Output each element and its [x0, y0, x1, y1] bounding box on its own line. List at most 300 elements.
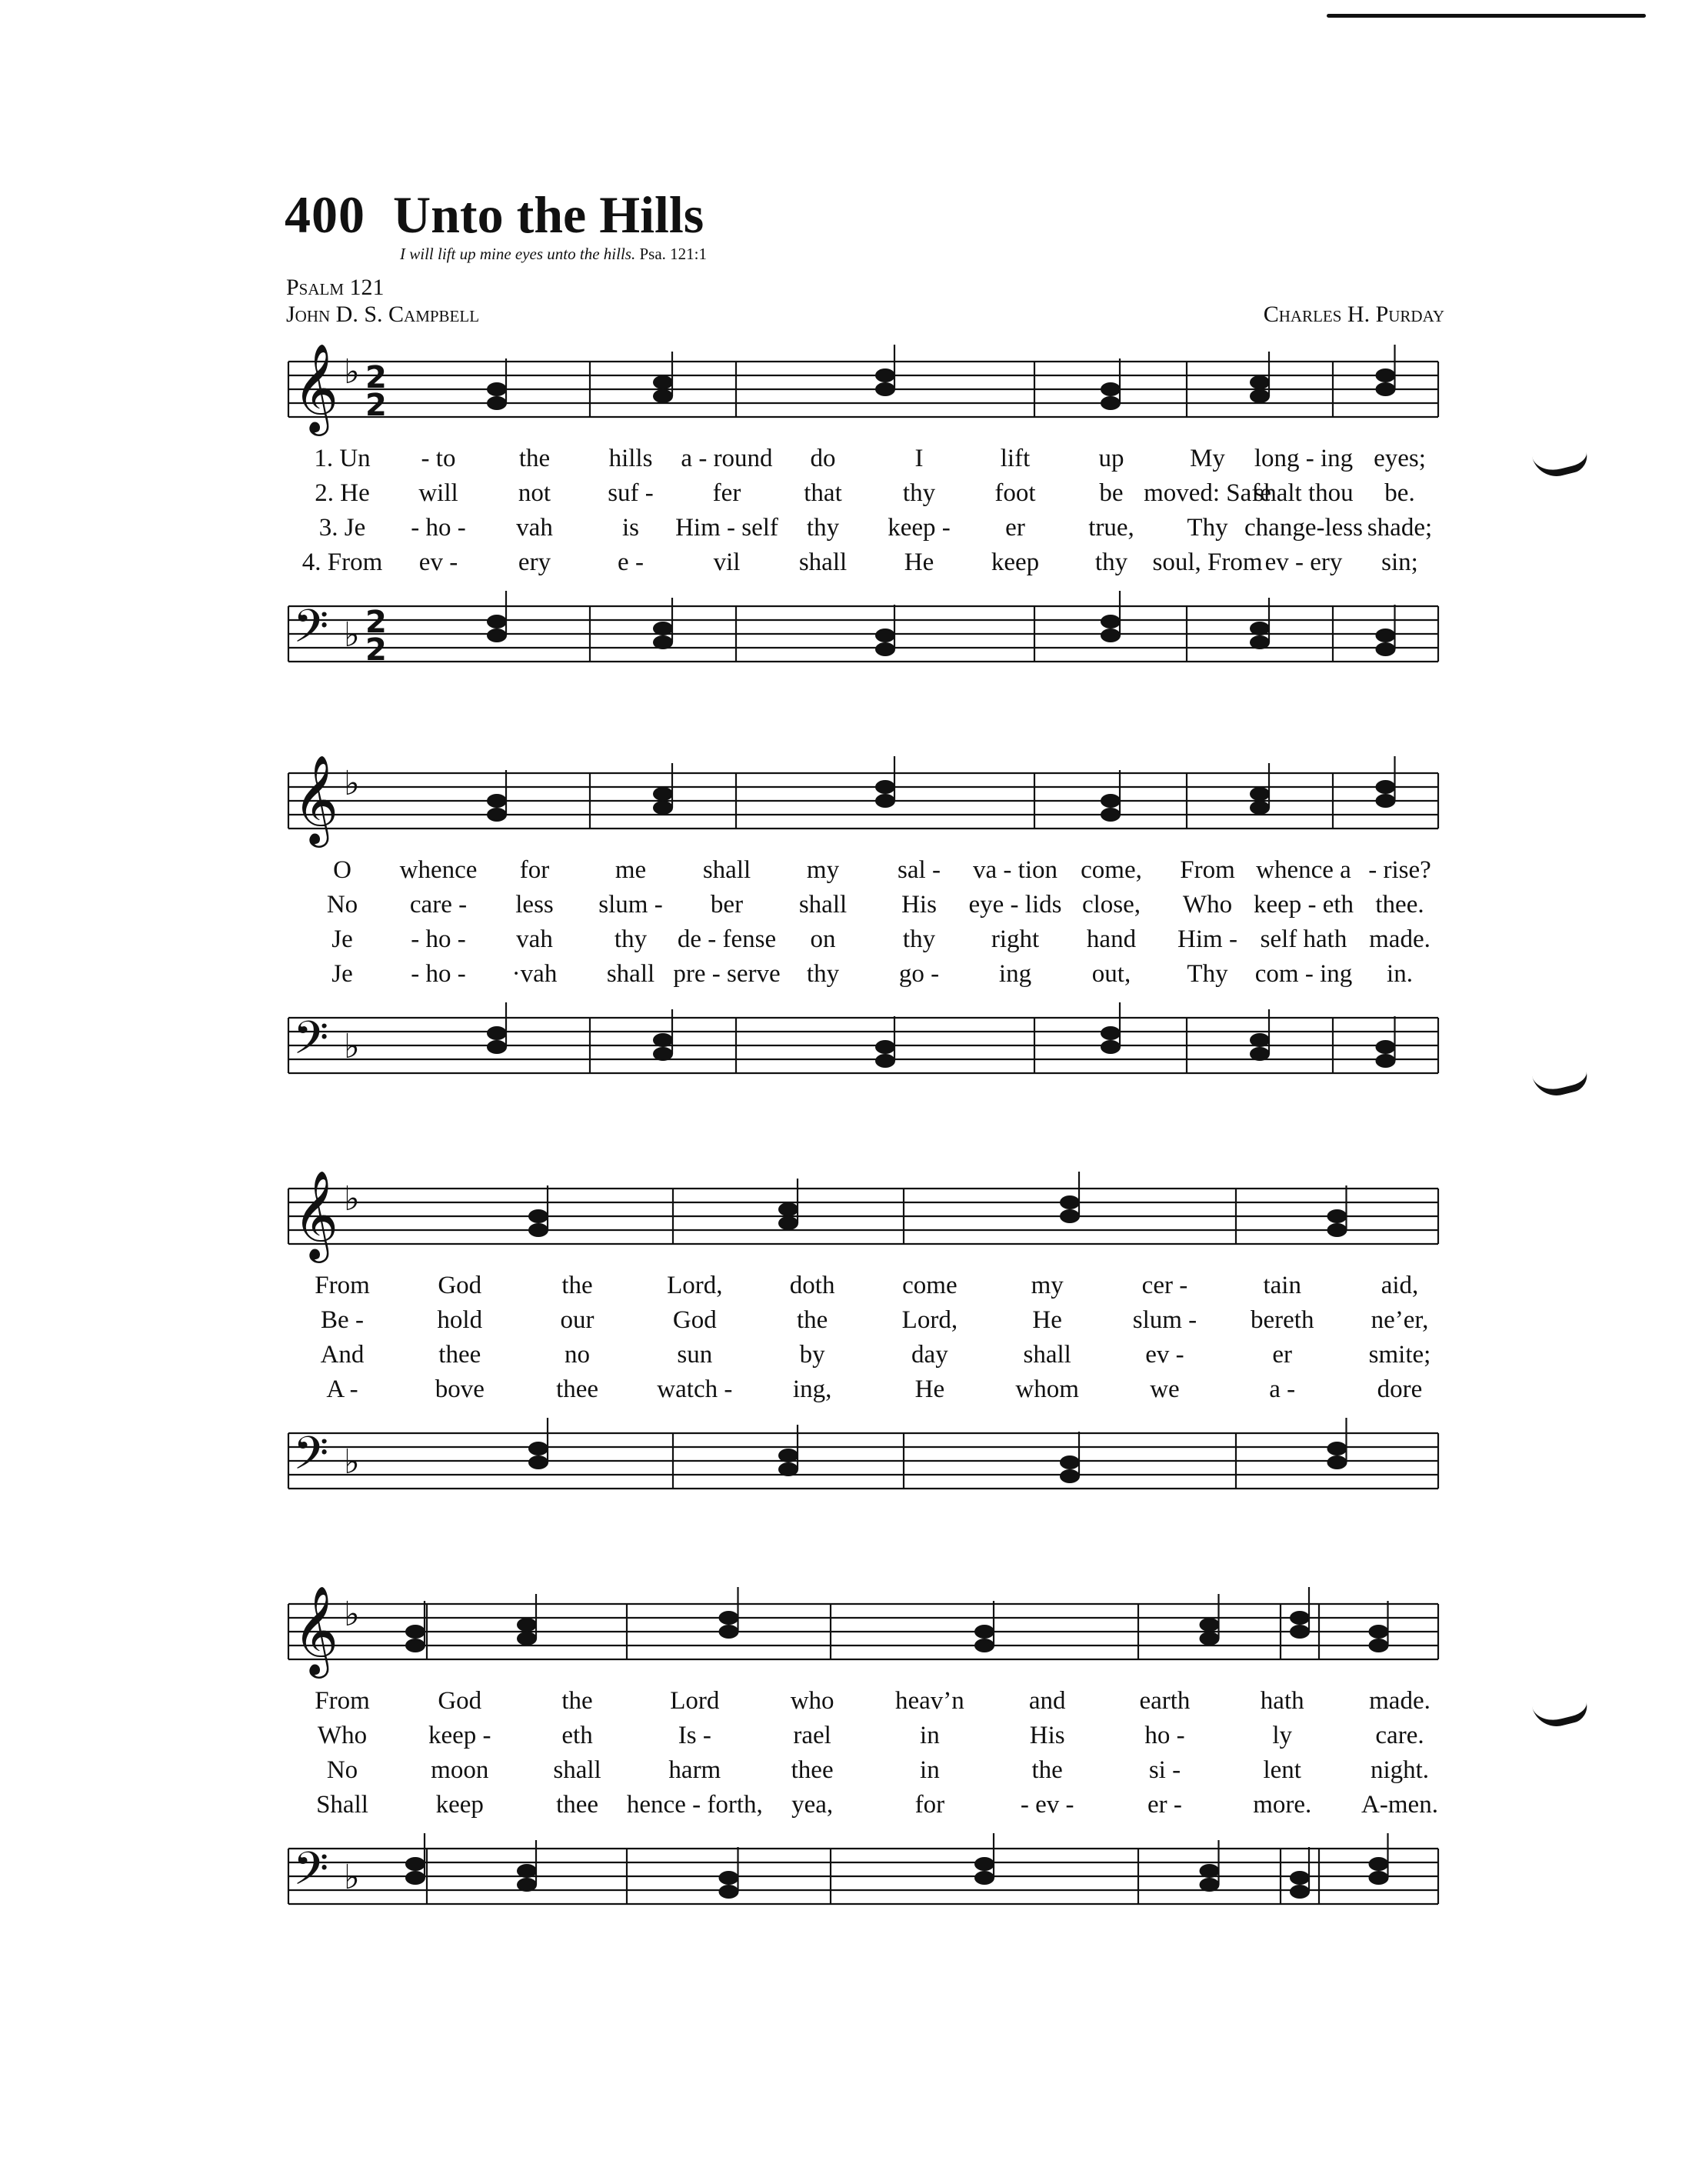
lyric-syllable: shade;	[1367, 514, 1433, 542]
bass-clef-icon: 𝄢	[293, 599, 329, 664]
note-head	[487, 382, 507, 396]
note-head	[1101, 396, 1121, 410]
lyric-syllable: thy	[902, 925, 936, 953]
note-head	[1200, 1618, 1220, 1632]
treble-clef-icon: 𝄞	[293, 754, 339, 844]
note-head	[1369, 1625, 1389, 1639]
psalm-label: Psalm 121	[286, 275, 385, 300]
note-head	[1290, 1871, 1310, 1885]
lyric-syllable: er	[1005, 514, 1025, 542]
lyric-syllable: in.	[1387, 960, 1413, 988]
lyric-syllable: whom	[1015, 1375, 1079, 1403]
lyric-syllable: - ev -	[1020, 1791, 1074, 1819]
note-head	[1101, 382, 1121, 396]
lyric-syllable: ber	[710, 891, 744, 919]
lyric-syllable: No	[326, 1756, 358, 1784]
treble-clef-icon: 𝄞	[293, 1169, 339, 1259]
lyric-syllable: the	[561, 1687, 593, 1715]
bass-staff	[288, 591, 1438, 683]
lyric-syllable: me	[615, 856, 647, 884]
lyric-syllable: shall	[553, 1756, 601, 1784]
lyric-line-verse-3	[288, 1756, 1438, 1790]
lyric-syllable: right	[991, 925, 1040, 953]
note-head	[875, 1040, 895, 1054]
note-head	[653, 635, 673, 649]
lyric-syllable: de - fense	[677, 925, 777, 953]
lyric-syllable: do	[810, 445, 836, 472]
lyric-syllable: hath	[1260, 1687, 1304, 1715]
flat-key-signature-icon: ♭	[344, 615, 360, 655]
lyric-syllable: shall	[798, 549, 848, 576]
note-head	[1376, 1040, 1396, 1054]
lyric-syllable: is	[621, 514, 640, 542]
note-head	[653, 389, 673, 403]
lyric-syllable: moved: Safe	[1144, 479, 1271, 507]
lyric-syllable: for	[519, 856, 550, 884]
lyric-syllable: hills	[608, 445, 653, 472]
lyric-syllable: ev -	[1145, 1341, 1184, 1369]
lyric-syllable: He	[1032, 1306, 1062, 1334]
bass-staff	[288, 1002, 1438, 1095]
hymn-title: Unto the Hills	[393, 185, 704, 244]
lyric-syllable: His	[1029, 1722, 1065, 1749]
lyric-line-verse-2	[288, 479, 1438, 513]
lyric-syllable: lift	[1000, 445, 1031, 472]
note-head	[1376, 794, 1396, 808]
lyric-syllable: thee	[556, 1791, 599, 1819]
note-head	[487, 794, 507, 808]
lyric-syllable: 1. Un	[314, 445, 371, 472]
lyric-syllable: sal -	[898, 856, 941, 884]
lyric-syllable: From	[1180, 856, 1235, 884]
flat-key-signature-icon: ♭	[344, 1858, 360, 1897]
lyric-syllable: pre - serve	[673, 960, 781, 988]
note-head	[1101, 794, 1121, 808]
lyric-syllable: and	[1028, 1687, 1066, 1715]
lyric-syllable: thy	[1094, 549, 1128, 576]
lyric-syllable: our	[560, 1306, 595, 1334]
note-head	[1101, 808, 1121, 822]
note-head	[1290, 1611, 1310, 1625]
note-head	[528, 1455, 548, 1469]
lyric-syllable: shall	[798, 891, 848, 919]
flat-key-signature-icon: ♭	[344, 352, 360, 392]
lyric-syllable: - to	[421, 445, 456, 472]
flat-key-signature-icon: ♭	[344, 1442, 360, 1482]
bass-clef-icon: 𝄢	[293, 1011, 329, 1075]
note-head	[653, 801, 673, 815]
note-head	[1101, 1026, 1121, 1040]
lyric-syllable: - rise?	[1368, 856, 1431, 884]
lyric-syllable: in	[920, 1756, 940, 1784]
lyric-syllable: shalt thou	[1254, 479, 1354, 507]
lyric-syllable: come	[902, 1272, 958, 1299]
note-head	[1376, 780, 1396, 794]
note-head	[719, 1625, 739, 1639]
lyric-syllable: keep -	[428, 1722, 491, 1749]
note-head	[875, 1054, 895, 1068]
lyric-syllable: va - tion	[973, 856, 1058, 884]
lyric-line-verse-1	[288, 856, 1438, 890]
note-head	[517, 1878, 537, 1892]
lyric-syllable: care -	[409, 891, 468, 919]
time-signature-bottom: 2	[365, 632, 387, 668]
lyric-syllable: ·vah	[511, 960, 558, 988]
lyric-syllable: slum -	[1132, 1306, 1197, 1334]
lyric-syllable: And	[320, 1341, 365, 1369]
lyric-syllable: hold	[437, 1306, 483, 1334]
lyric-syllable: ing	[998, 960, 1032, 988]
lyric-syllable: be	[1099, 479, 1124, 507]
treble-staff	[288, 754, 1438, 850]
lyric-syllable: No	[326, 891, 358, 919]
treble-staff	[288, 1585, 1438, 1681]
lyric-syllable: ly	[1272, 1722, 1293, 1749]
flat-key-signature-icon: ♭	[344, 764, 360, 803]
lyric-syllable: whence a	[1256, 856, 1351, 884]
lyric-syllable: lent	[1263, 1756, 1301, 1784]
lyric-syllable: thy	[806, 514, 840, 542]
note-head	[1250, 1033, 1270, 1047]
lyric-syllable: ev -	[418, 549, 458, 576]
lyric-syllable: hence - forth,	[626, 1791, 763, 1819]
bass-clef-icon: 𝄢	[293, 1842, 329, 1906]
lyric-syllable: on	[810, 925, 836, 953]
lyric-syllable: for	[914, 1791, 945, 1819]
note-head	[1376, 382, 1396, 396]
note-head	[719, 1871, 739, 1885]
note-head	[1060, 1209, 1080, 1223]
lyric-line-verse-1	[288, 445, 1438, 478]
lyric-syllable: keep	[435, 1791, 484, 1819]
lyric-syllable: more.	[1253, 1791, 1312, 1819]
lyric-syllable: God	[438, 1687, 482, 1715]
note-head	[1101, 1040, 1121, 1054]
lyric-syllable: - ho -	[411, 514, 466, 542]
treble-clef-icon: 𝄞	[293, 1585, 339, 1675]
lyric-syllable: who	[790, 1687, 834, 1715]
lyric-syllable: Thy	[1187, 514, 1228, 542]
lyric-syllable: Is -	[678, 1722, 711, 1749]
lyric-syllable: shall	[606, 960, 655, 988]
note-head	[778, 1202, 798, 1216]
note-head	[778, 1462, 798, 1476]
lyric-syllable: day	[911, 1341, 948, 1369]
lyric-syllable: Je	[331, 960, 353, 988]
lyric-syllable: my	[806, 856, 840, 884]
lyric-syllable: doth	[789, 1272, 835, 1299]
lyric-line-verse-2	[288, 1306, 1438, 1340]
note-head	[875, 780, 895, 794]
lyric-syllable: cer -	[1141, 1272, 1188, 1299]
lyric-syllable: rael	[793, 1722, 831, 1749]
lyric-syllable: long - ing	[1254, 445, 1354, 472]
lyric-syllable: keep	[991, 549, 1040, 576]
lyric-syllable: heav’n	[894, 1687, 964, 1715]
lyric-syllable: the	[518, 445, 551, 472]
note-head	[1327, 1209, 1347, 1223]
note-head	[1376, 642, 1396, 656]
lyric-syllable: come,	[1081, 856, 1142, 884]
note-head	[1327, 1223, 1347, 1237]
lyric-syllable: A-men.	[1361, 1791, 1438, 1819]
lyric-syllable: sun	[677, 1341, 713, 1369]
note-head	[875, 368, 895, 382]
lyric-syllable: bove	[435, 1375, 485, 1403]
lyric-syllable: a - round	[681, 445, 773, 472]
lyric-syllable: 2. He	[315, 479, 370, 507]
note-head	[528, 1223, 548, 1237]
lyric-syllable: shall	[702, 856, 751, 884]
lyric-syllable: Be -	[321, 1306, 364, 1334]
lyric-syllable: Thy	[1187, 960, 1228, 988]
lyric-syllable: Lord	[670, 1687, 720, 1715]
lyric-syllable: that	[804, 479, 842, 507]
note-head	[1250, 375, 1270, 389]
lyric-line-verse-4	[288, 1791, 1438, 1825]
note-head	[1250, 801, 1270, 815]
lyric-line-verse-4	[288, 1375, 1438, 1409]
note-head	[974, 1625, 994, 1639]
lyric-line-verse-2	[288, 891, 1438, 925]
lyric-syllable: Shall	[316, 1791, 368, 1819]
music-system-1	[288, 342, 1438, 700]
note-head	[1250, 787, 1270, 801]
lyric-syllable: the	[1031, 1756, 1063, 1784]
note-head	[653, 1033, 673, 1047]
lyric-syllable: com - ing	[1254, 960, 1353, 988]
lyric-syllable: care.	[1375, 1722, 1424, 1749]
lyric-syllable: vah	[516, 514, 553, 542]
lyric-syllable: slum -	[598, 891, 663, 919]
note-head	[875, 642, 895, 656]
note-head	[487, 1040, 507, 1054]
lyric-syllable: Lord,	[901, 1306, 958, 1334]
text-author: John D. S. Campbell	[286, 302, 480, 327]
note-head	[1376, 629, 1396, 642]
lyric-syllable: aid,	[1381, 1272, 1419, 1299]
lyric-syllable: thee	[438, 1341, 481, 1369]
lyric-syllable: Who	[1182, 891, 1233, 919]
lyric-syllable: ery	[518, 549, 551, 576]
note-head	[778, 1449, 798, 1462]
lyric-syllable: thy	[614, 925, 648, 953]
margin-tick-mark	[1532, 1063, 1590, 1101]
lyric-line-verse-1	[288, 1687, 1438, 1721]
lyric-syllable: yea,	[791, 1791, 834, 1819]
lyric-syllable: be.	[1384, 479, 1415, 507]
lyric-syllable: the	[561, 1272, 593, 1299]
treble-staff	[288, 1169, 1438, 1265]
lyric-syllable: tain	[1263, 1272, 1301, 1299]
lyric-syllable: thy	[902, 479, 936, 507]
time-signature-top: 2	[365, 360, 387, 395]
note-head	[653, 1047, 673, 1061]
note-head	[1101, 615, 1121, 629]
lyric-syllable: keep -	[888, 514, 951, 542]
lyric-syllable: eth	[561, 1722, 593, 1749]
lyric-syllable: night.	[1370, 1756, 1430, 1784]
note-head	[1200, 1864, 1220, 1878]
lyric-syllable: e -	[618, 549, 644, 576]
note-head	[719, 1611, 739, 1625]
lyric-syllable: ev - ery	[1264, 549, 1343, 576]
music-system-3	[288, 1169, 1438, 1527]
note-head	[1060, 1469, 1080, 1483]
lyric-syllable: harm	[668, 1756, 721, 1784]
note-head	[1290, 1625, 1310, 1639]
lyric-syllable: sin;	[1381, 549, 1418, 576]
music-system-4	[288, 1585, 1438, 1942]
lyric-line-verse-3	[288, 1341, 1438, 1375]
lyric-syllable: Who	[317, 1722, 368, 1749]
lyric-syllable: O	[333, 856, 351, 884]
lyric-syllable: shall	[1023, 1341, 1071, 1369]
note-head	[1250, 1047, 1270, 1061]
lyric-syllable: - ho -	[411, 925, 466, 953]
lyric-syllable: made.	[1369, 1687, 1431, 1715]
epigraph-reference: Psa. 121:1	[639, 245, 707, 263]
lyric-syllable: Him -	[1177, 925, 1237, 953]
lyric-syllable: bereth	[1250, 1306, 1314, 1334]
treble-staff	[288, 342, 1438, 438]
note-head	[405, 1639, 425, 1652]
lyric-syllable: eye - lids	[968, 891, 1062, 919]
margin-tick-mark	[1532, 1694, 1590, 1732]
hymn-header	[285, 185, 704, 245]
note-head	[875, 629, 895, 642]
lyric-syllable: up	[1098, 445, 1124, 472]
note-head	[1327, 1455, 1347, 1469]
lyric-syllable: self hath	[1260, 925, 1347, 953]
epigraph-text: I will lift up mine eyes unto the hills.	[400, 245, 636, 263]
lyric-syllable: He	[914, 1375, 945, 1403]
lyric-syllable: go -	[898, 960, 940, 988]
note-head	[1060, 1195, 1080, 1209]
lyric-syllable: soul, From	[1152, 549, 1263, 576]
note-head	[974, 1857, 994, 1871]
lyric-line-verse-2	[288, 1722, 1438, 1756]
lyric-syllable: 4. From	[301, 549, 383, 576]
note-head	[1369, 1857, 1389, 1871]
lyric-line-verse-4	[288, 549, 1438, 582]
lyric-syllable: ing,	[792, 1375, 832, 1403]
note-head	[974, 1871, 994, 1885]
lyric-syllable: God	[438, 1272, 482, 1299]
lyric-syllable: thy	[806, 960, 840, 988]
lyric-syllable: From	[315, 1272, 370, 1299]
treble-clef-icon: 𝄞	[293, 342, 339, 432]
lyric-syllable: smite;	[1368, 1341, 1431, 1369]
lyric-syllable: the	[796, 1306, 828, 1334]
lyric-syllable: fer	[712, 479, 741, 507]
lyric-syllable: er	[1272, 1341, 1293, 1369]
lyric-line-verse-3	[288, 925, 1438, 959]
music-system-2	[288, 754, 1438, 1112]
lyric-syllable: ho -	[1144, 1722, 1185, 1749]
lyric-syllable: dore	[1377, 1375, 1423, 1403]
note-head	[487, 808, 507, 822]
lyric-syllable: change-less	[1244, 514, 1363, 542]
bass-staff	[288, 1833, 1438, 1926]
note-head	[875, 794, 895, 808]
note-head	[1376, 368, 1396, 382]
flat-key-signature-icon: ♭	[344, 1179, 360, 1219]
lyric-line-verse-4	[288, 960, 1438, 994]
lyric-syllable: will	[418, 479, 458, 507]
lyric-syllable: Lord,	[667, 1272, 723, 1299]
note-head	[487, 629, 507, 642]
lyric-syllable: God	[672, 1306, 717, 1334]
lyric-syllable: less	[515, 891, 554, 919]
margin-tick-mark	[1532, 444, 1590, 482]
lyric-syllable: we	[1150, 1375, 1180, 1403]
time-signature-top: 2	[365, 605, 387, 640]
note-head	[1200, 1878, 1220, 1892]
hymn-number: 400	[285, 185, 365, 244]
lyric-syllable: earth	[1139, 1687, 1191, 1715]
lyric-syllable: not	[518, 479, 551, 507]
note-head	[487, 1026, 507, 1040]
lyric-syllable: - ho -	[411, 960, 466, 988]
lyric-syllable: moon	[431, 1756, 489, 1784]
lyric-syllable: Je	[331, 925, 353, 953]
note-head	[653, 622, 673, 635]
lyric-syllable: He	[904, 549, 934, 576]
lyric-syllable: vil	[713, 549, 741, 576]
lyric-syllable: hand	[1086, 925, 1137, 953]
lyric-syllable: by	[799, 1341, 825, 1369]
note-head	[974, 1639, 994, 1652]
epigraph	[400, 245, 707, 264]
flat-key-signature-icon: ♭	[344, 1595, 360, 1634]
note-head	[1376, 1054, 1396, 1068]
lyric-syllable: si -	[1148, 1756, 1181, 1784]
note-head	[653, 787, 673, 801]
lyric-syllable: in	[920, 1722, 940, 1749]
note-head	[1200, 1632, 1220, 1646]
note-head	[528, 1209, 548, 1223]
lyric-syllable: close,	[1081, 891, 1141, 919]
lyric-line-verse-3	[288, 514, 1438, 548]
note-head	[517, 1864, 537, 1878]
note-head	[517, 1618, 537, 1632]
lyric-line-verse-1	[288, 1272, 1438, 1305]
lyric-syllable: suf -	[608, 479, 654, 507]
note-head	[528, 1442, 548, 1455]
bass-staff	[288, 1418, 1438, 1510]
lyric-syllable: 3. Je	[318, 514, 366, 542]
note-head	[1369, 1871, 1389, 1885]
lyric-syllable: out,	[1091, 960, 1131, 988]
lyric-syllable: er -	[1147, 1791, 1182, 1819]
lyric-syllable: watch -	[657, 1375, 733, 1403]
lyric-syllable: thee	[556, 1375, 599, 1403]
lyric-syllable: whence	[399, 856, 478, 884]
lyric-syllable: From	[315, 1687, 370, 1715]
note-head	[1101, 629, 1121, 642]
note-head	[1250, 635, 1270, 649]
lyric-syllable: thee	[791, 1756, 834, 1784]
note-head	[1327, 1442, 1347, 1455]
lyric-syllable: true,	[1088, 514, 1134, 542]
lyric-syllable: I	[914, 445, 924, 472]
note-head	[517, 1632, 537, 1646]
note-head	[405, 1625, 425, 1639]
lyric-syllable: His	[901, 891, 937, 919]
note-head	[1369, 1639, 1389, 1652]
lyric-syllable: no	[565, 1341, 591, 1369]
